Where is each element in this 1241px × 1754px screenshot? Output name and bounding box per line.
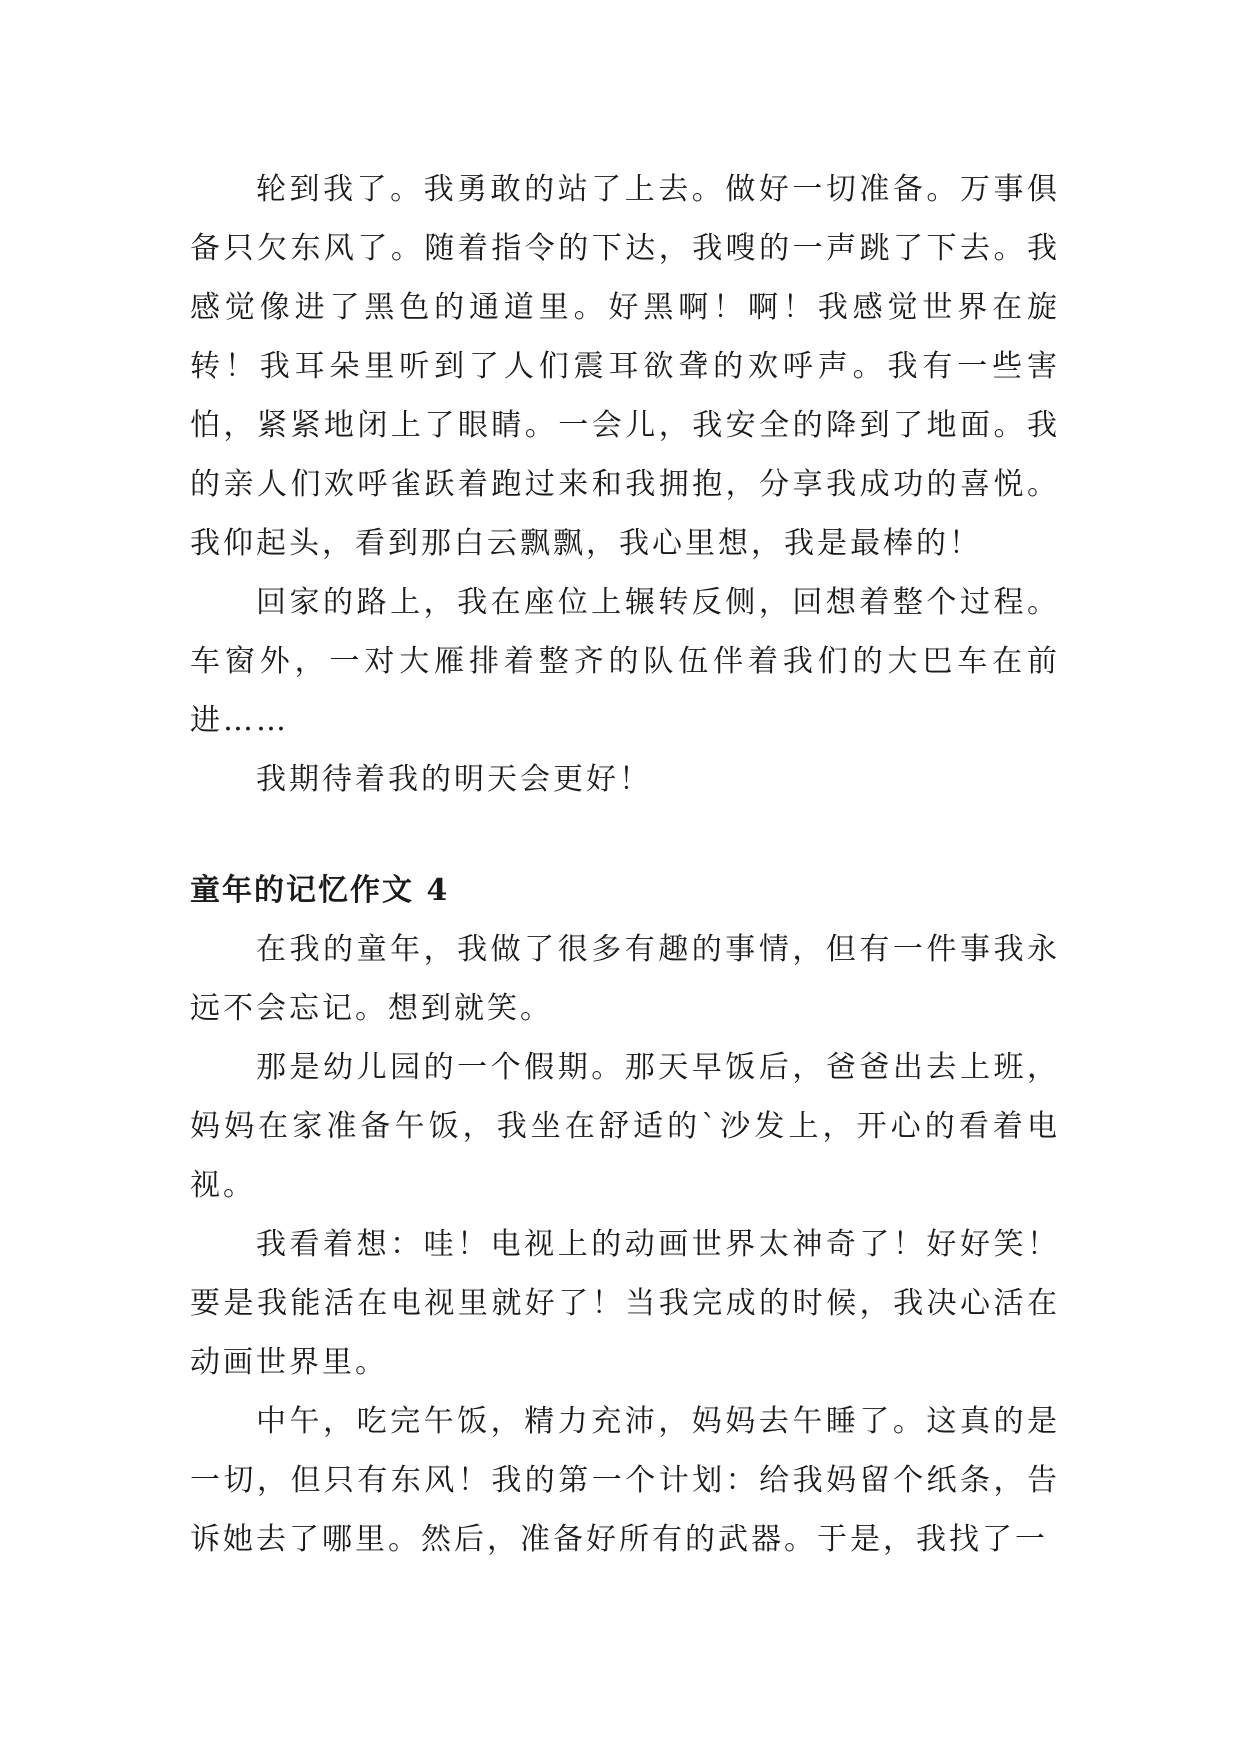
section-gap [190, 809, 1060, 861]
paragraph: 我看着想：哇！电视上的动画世界太神奇了！好好笑！要是我能活在电视里就好了！当我完成的时候，我决心活在动画世界里。 [190, 1227, 1060, 1380]
section-heading: 童年的记忆作文 4 [190, 873, 450, 908]
paragraph: 我期待着我的明天会更好！ [256, 762, 652, 797]
paragraph: 中午，吃完午饭，精力充沛，妈妈去午睡了。这真的是一切，但只有东风！我的第一个计划：给我妈留个纸条，告诉她去了哪里。然后，准备好所有的武器。于是，我找了一 [190, 1404, 1060, 1557]
paragraph: 轮到我了。我勇敢的站了上去。做好一切准备。万事俱备只欠东风了。随着指令的下达，我嗖的一声跳了下去。我感觉像进了黑色的通道里。好黑啊！啊！我感觉世界在旋转！我耳朵里听到了人们震耳欲聋的欢呼声。我有一些害怕，紧紧地闭上了眼睛。一会儿，我安全的降到了地面。我的亲人们欢呼雀跃着跑过来和我拥抱，分享我成功的喜悦。我仰起头，看到那白云飘飘，我心里想，我是最棒的！ [190, 172, 1060, 561]
paragraph: 回家的路上，我在座位上辗转反侧，回想着整个过程。车窗外，一对大雁排着整齐的队伍伴着我们的大巴车在前进…… [190, 585, 1060, 738]
paragraph: 那是幼儿园的一个假期。那天早饭后，爸爸出去上班，妈妈在家准备午饭，我坐在舒适的`沙发上，开心的看着电视。 [190, 1050, 1060, 1203]
paragraph: 在我的童年，我做了很多有趣的事情，但有一件事我永远不会忘记。想到就笑。 [190, 932, 1060, 1026]
document-body [190, 160, 1060, 1569]
